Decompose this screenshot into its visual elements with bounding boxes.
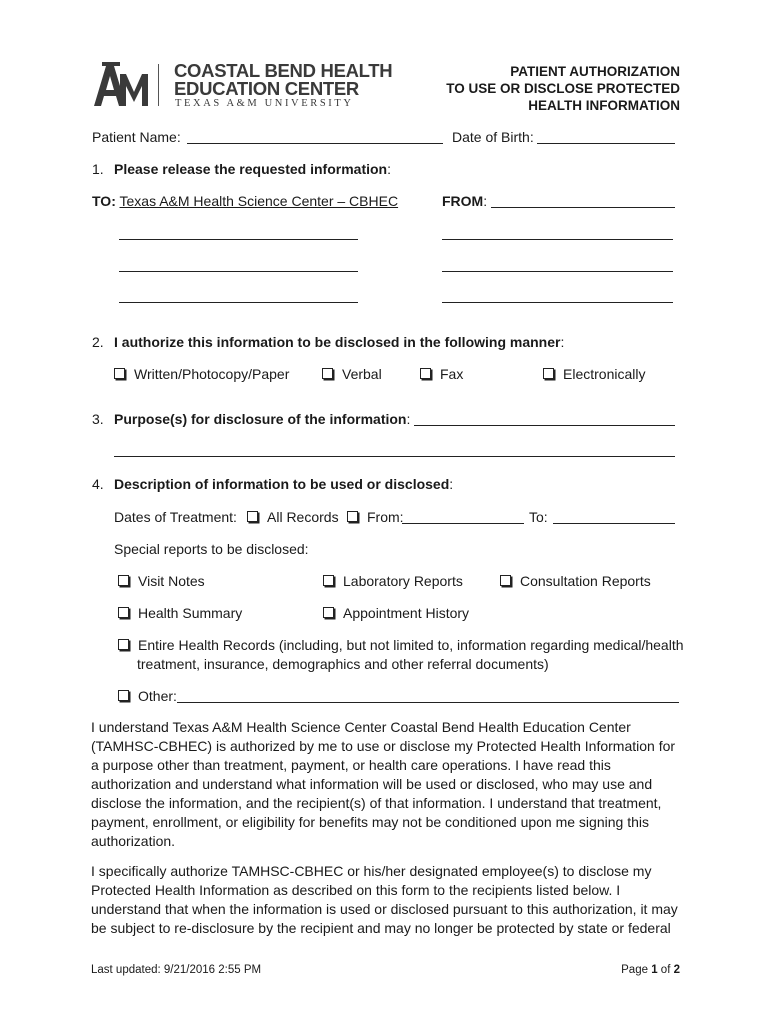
to-field: [92, 193, 398, 210]
report-entire-records[interactable]: [118, 637, 684, 654]
checkbox-icon[interactable]: [420, 368, 431, 379]
authorization-paragraph-2: [91, 862, 691, 938]
authorization-paragraph-1: [91, 718, 691, 851]
option-written-label: Written/Photocopy/Paper: [134, 366, 290, 382]
to-line-3[interactable]: [119, 271, 358, 272]
report-health-summary-label: Health Summary: [138, 605, 243, 621]
special-reports-label: Special reports to be disclosed:: [114, 541, 309, 557]
form-title: [446, 63, 680, 114]
page-number: [621, 964, 680, 976]
section1-heading: Please release the requested information:: [114, 161, 391, 177]
report-laboratory[interactable]: [323, 573, 463, 590]
section3-number: 3.: [92, 411, 104, 427]
section2-number: 2.: [92, 334, 104, 350]
dates-to-field[interactable]: [553, 523, 675, 524]
from-line-2[interactable]: [442, 239, 673, 240]
page-prefix: Page: [621, 964, 648, 976]
report-visit-notes[interactable]: [118, 573, 205, 590]
paragraph-line: disclose the information, and the recipient(s) of that information. I understand that treatment,: [91, 795, 662, 811]
checkbox-icon[interactable]: [118, 690, 129, 701]
title-line1: PATIENT AUTHORIZATION: [510, 64, 680, 79]
logo-line3: TEXAS A&M UNIVERSITY: [175, 98, 354, 109]
checkbox-icon[interactable]: [543, 368, 554, 379]
checkbox-icon[interactable]: [118, 607, 129, 618]
paragraph-line: authorization and understand what information will be used or disclosed, who may use and: [91, 776, 653, 792]
last-updated: Last updated: 9/21/2016 2:55 PM: [91, 964, 262, 976]
paragraph-line: payment, enrollment, or eligibility for benefits may not be conditioned upon me signing this: [91, 814, 649, 830]
all-records-option[interactable]: [247, 509, 339, 526]
option-electronically-label: Electronically: [563, 366, 646, 382]
checkbox-icon[interactable]: [247, 511, 258, 522]
paragraph-line: a purpose other than treatment, payment, or health care operations. I have read this: [91, 757, 611, 773]
section2-heading: I authorize this information to be disclosed in the following manner:: [114, 334, 565, 350]
to-label: TO:: [92, 193, 116, 209]
paragraph-line: understand that when the information is used or disclosed pursuant to this authorization, it may: [91, 901, 678, 917]
report-appointment-history-label: Appointment History: [343, 605, 470, 621]
paragraph-line: I understand Texas A&M Health Science Center Coastal Bend Health Education Center: [91, 719, 631, 735]
report-visit-notes-label: Visit Notes: [138, 573, 205, 589]
to-line-4[interactable]: [119, 302, 358, 303]
from-line-3[interactable]: [442, 271, 673, 272]
checkbox-icon[interactable]: [118, 575, 129, 586]
logo-divider: [158, 64, 159, 106]
option-fax-label: Fax: [440, 366, 464, 382]
from-label: FROM: [442, 193, 484, 209]
from-field: FROM:: [442, 193, 488, 209]
patient-name-field[interactable]: [187, 143, 443, 144]
section3-heading-text: Purpose(s) for disclosure of the information: [114, 411, 407, 427]
other-label: Other:: [138, 688, 177, 704]
paragraph-line: I specifically authorize TAMHSC-CBHEC or his/her designated employee(s) to disclose my: [91, 863, 652, 879]
title-line2: TO USE OR DISCLOSE PROTECTED: [446, 81, 680, 96]
section1-heading-text: Please release the requested information: [114, 161, 388, 177]
checkbox-icon[interactable]: [500, 575, 511, 586]
report-consultation[interactable]: [500, 573, 651, 590]
checkbox-icon[interactable]: [347, 511, 358, 522]
logo-line1: COASTAL BEND HEALTH: [174, 60, 393, 81]
paragraph-line: (TAMHSC-CBHEC) is authorized by me to use or disclose my Protected Health Information for: [91, 738, 676, 754]
section2-heading-text: I authorize this information to be disclosed in the following manner: [114, 334, 561, 350]
logo: [92, 60, 402, 112]
entire-records-line1: Entire Health Records (including, but not limited to, information regarding medical/health: [138, 637, 684, 653]
dates-from-field[interactable]: [402, 523, 524, 524]
page-current: 1: [651, 964, 658, 976]
page-total: 2: [673, 964, 680, 976]
purpose-line-1[interactable]: [414, 425, 675, 426]
dates-from-label: From:: [367, 509, 404, 525]
report-laboratory-label: Laboratory Reports: [343, 573, 463, 589]
dates-to-label: To:: [529, 509, 548, 525]
dates-label: Dates of Treatment:: [114, 509, 237, 525]
report-health-summary[interactable]: [118, 605, 242, 622]
section4-heading-text: Description of information to be used or disclosed: [114, 476, 450, 492]
option-verbal[interactable]: [322, 366, 382, 383]
patient-name-label: Patient Name:: [92, 129, 181, 145]
section3-heading: Purpose(s) for disclosure of the information:: [114, 411, 411, 427]
checkbox-icon[interactable]: [323, 607, 334, 618]
section4-number: 4.: [92, 476, 104, 492]
title-line3: HEALTH INFORMATION: [528, 98, 680, 113]
from-line-1[interactable]: [491, 207, 675, 208]
dob-field[interactable]: [537, 143, 675, 144]
all-records-label: All Records: [267, 509, 339, 525]
to-line-2[interactable]: [119, 239, 358, 240]
checkbox-icon[interactable]: [118, 639, 129, 650]
entire-records-line2: treatment, insurance, demographics and other referral documents): [137, 656, 549, 672]
option-electronically[interactable]: [543, 366, 645, 383]
logo-line2: EDUCATION CENTER: [174, 78, 359, 99]
paragraph-line: Protected Health Information as described on this form to the recipients listed below. I: [91, 882, 621, 898]
section4-heading: Description of information to be used or disclosed:: [114, 476, 454, 492]
paragraph-line: be subject to re-disclosure by the recipient and may no longer be protected by state or federal: [91, 920, 671, 936]
paragraph-line: authorization.: [91, 833, 176, 849]
option-fax[interactable]: [420, 366, 463, 383]
report-other[interactable]: [118, 688, 177, 705]
dob-label: Date of Birth:: [452, 129, 534, 145]
checkbox-icon[interactable]: [323, 575, 334, 586]
dates-from-option[interactable]: [347, 509, 404, 526]
checkbox-icon[interactable]: [114, 368, 125, 379]
to-value: Texas A&M Health Science Center – CBHEC: [119, 193, 399, 209]
report-consultation-label: Consultation Reports: [520, 573, 651, 589]
page-of: of: [660, 964, 671, 976]
checkbox-icon[interactable]: [322, 368, 333, 379]
report-appointment-history[interactable]: [323, 605, 469, 622]
atm-logo-mark-icon: [92, 62, 150, 108]
other-field[interactable]: [177, 702, 679, 703]
option-verbal-label: Verbal: [342, 366, 382, 382]
from-line-4[interactable]: [442, 302, 673, 303]
section1-number: 1.: [92, 161, 104, 177]
purpose-line-2[interactable]: [114, 456, 675, 457]
option-written[interactable]: [114, 366, 289, 383]
